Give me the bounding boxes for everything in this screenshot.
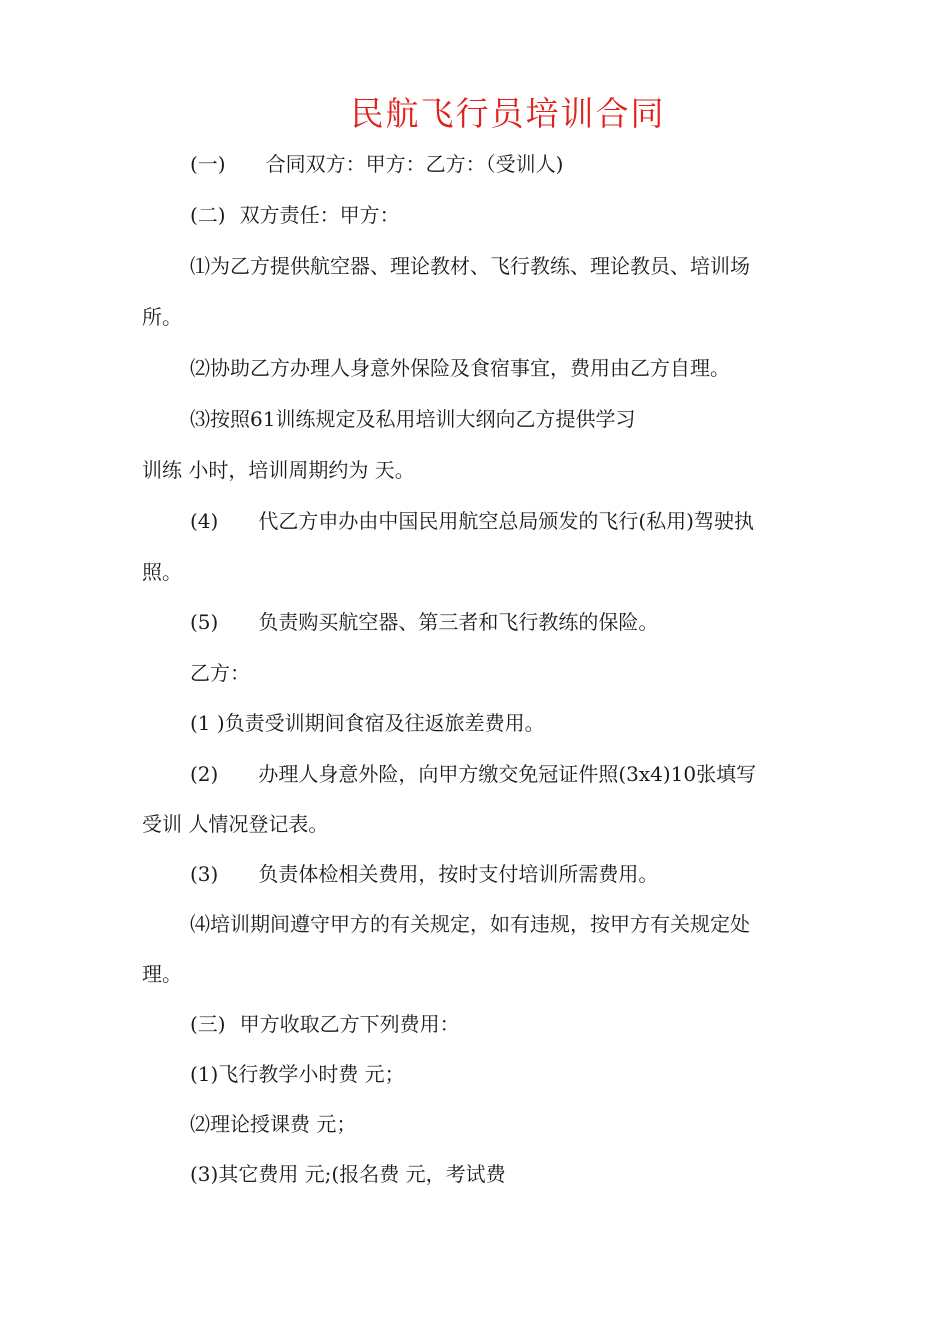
fee-item-3: (3)其它费用 元;(报名费 元，考试费 [190, 1162, 506, 1186]
party-a-item-4-continuation: 照。 [142, 560, 182, 584]
section-1-text: 合同双方：甲方：乙方：（受训人) [265, 152, 564, 176]
party-a-item-4 [190, 507, 754, 535]
party-b-item-4-continuation: 理。 [142, 962, 182, 986]
party-a-item-3: ⑶按照61训练规定及私用培训大纲向乙方提供学习 [190, 407, 636, 431]
section-3-text: 甲方收取乙方下列费用： [239, 1012, 460, 1036]
fee-item-2: ⑵理论授课费 元； [190, 1112, 357, 1136]
section-2-text: 双方责任：甲方： [239, 203, 400, 227]
party-b-item-4: ⑷培训期间遵守甲方的有关规定，如有违规，按甲方有关规定处 [190, 912, 750, 936]
party-a-item-4-text: 代乙方申办由中国民用航空总局颁发的飞行(私用)驾驶执 [258, 509, 754, 533]
section-3-number: (三) [190, 1012, 226, 1036]
party-b-item-2-number: (2) [190, 762, 219, 786]
section-2 [190, 201, 400, 229]
fee-item-1: (1)飞行教学小时费 元； [190, 1062, 405, 1086]
party-a-item-1: ⑴为乙方提供航空器、理论教材、飞行教练、理论教员、培训场 [190, 254, 750, 278]
section-1-number: (一) [190, 152, 226, 176]
party-b-item-2 [190, 760, 756, 788]
party-b-item-1: (1 )负责受训期间食宿及往返旅差费用。 [190, 711, 545, 735]
party-b-item-3-number: (3) [190, 862, 219, 886]
party-b-item-3-text: 负责体检相关费用，按时支付培训所需费用。 [258, 862, 659, 886]
document-title: 民航飞行员培训合同 [350, 94, 666, 133]
party-a-item-4-number: (4) [190, 509, 219, 533]
party-a-item-5-text: 负责购买航空器、第三者和飞行教练的保险。 [258, 610, 659, 634]
party-a-item-1-continuation: 所。 [142, 305, 182, 329]
party-b-item-2-continuation: 受训 人情况登记表。 [142, 812, 329, 836]
section-2-number: (二) [190, 203, 226, 227]
party-a-item-2: ⑵协助乙方办理人身意外保险及食宿事宜，费用由乙方自理。 [190, 356, 730, 380]
party-b-item-2-text: 办理人身意外险，向甲方缴交免冠证件照(3x4)10张填写 [258, 762, 757, 786]
party-b-heading: 乙方： [190, 661, 250, 685]
section-1 [190, 150, 563, 178]
party-a-item-5 [190, 608, 658, 636]
section-3 [190, 1010, 460, 1038]
party-a-item-5-number: (5) [190, 610, 219, 634]
party-b-item-3 [190, 860, 658, 888]
party-a-item-3-continuation: 训练 小时，培训周期约为 天。 [142, 458, 415, 482]
